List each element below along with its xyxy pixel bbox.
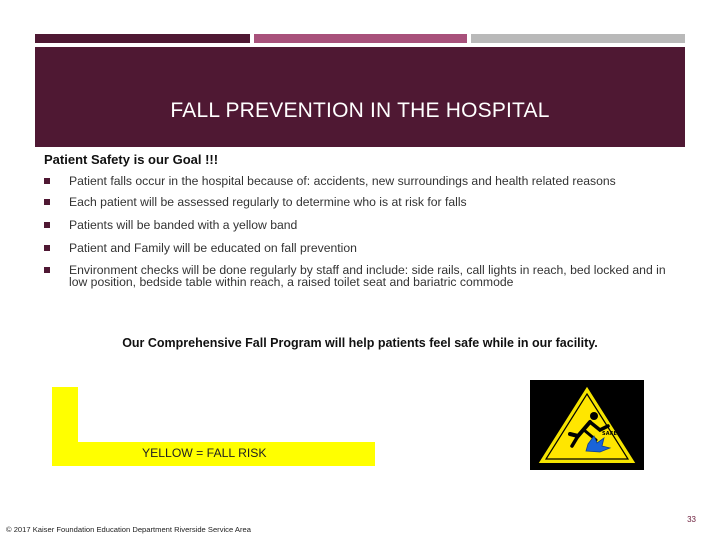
program-statement: Our Comprehensive Fall Program will help patients feel safe while in our facility. bbox=[122, 336, 598, 350]
page-number: 33 bbox=[687, 515, 696, 524]
square-bullet-icon bbox=[44, 222, 50, 228]
list-item bbox=[44, 196, 684, 208]
bullet-list bbox=[44, 175, 684, 288]
list-item bbox=[44, 175, 684, 187]
list-item bbox=[44, 264, 684, 288]
bullet-text: Each patient will be assessed regularly to determine who is at risk for falls bbox=[69, 195, 467, 209]
square-bullet-icon bbox=[44, 178, 50, 184]
accent-bar-mauve bbox=[254, 34, 467, 43]
accent-bar-dark bbox=[35, 34, 250, 43]
footer-copyright: © 2017 Kaiser Foundation Education Department Riverside Service Area bbox=[6, 525, 251, 534]
bullet-text: Patient falls occur in the hospital because of: accidents, new surroundings and health related reasons bbox=[69, 174, 616, 188]
slide-subtitle: Patient Safety is our Goal !!! bbox=[44, 152, 219, 167]
bullet-text: Patients will be banded with a yellow band bbox=[69, 218, 298, 232]
slide-title: FALL PREVENTION IN THE HOSPITAL bbox=[170, 99, 550, 122]
bullet-text: Patient and Family will be educated on fall prevention bbox=[69, 241, 357, 255]
safety-sign-text: SAFETY bbox=[602, 431, 625, 437]
square-bullet-icon bbox=[44, 267, 50, 273]
safety-sign-image bbox=[530, 380, 644, 470]
square-bullet-icon bbox=[44, 199, 50, 205]
band-label: YELLOW = FALL RISK bbox=[142, 446, 267, 460]
accent-bar-gray bbox=[471, 34, 685, 43]
slip-fall-warning-icon bbox=[530, 380, 644, 470]
bullet-text: Environment checks will be done regularly by staff and include: side rails, call lights in reach, bed locked and in low position, bedside table within reach, a raised toilet seat and bariatric commode bbox=[69, 263, 666, 289]
square-bullet-icon bbox=[44, 245, 50, 251]
title-banner bbox=[35, 47, 685, 147]
list-item bbox=[44, 219, 684, 231]
list-item bbox=[44, 242, 684, 254]
